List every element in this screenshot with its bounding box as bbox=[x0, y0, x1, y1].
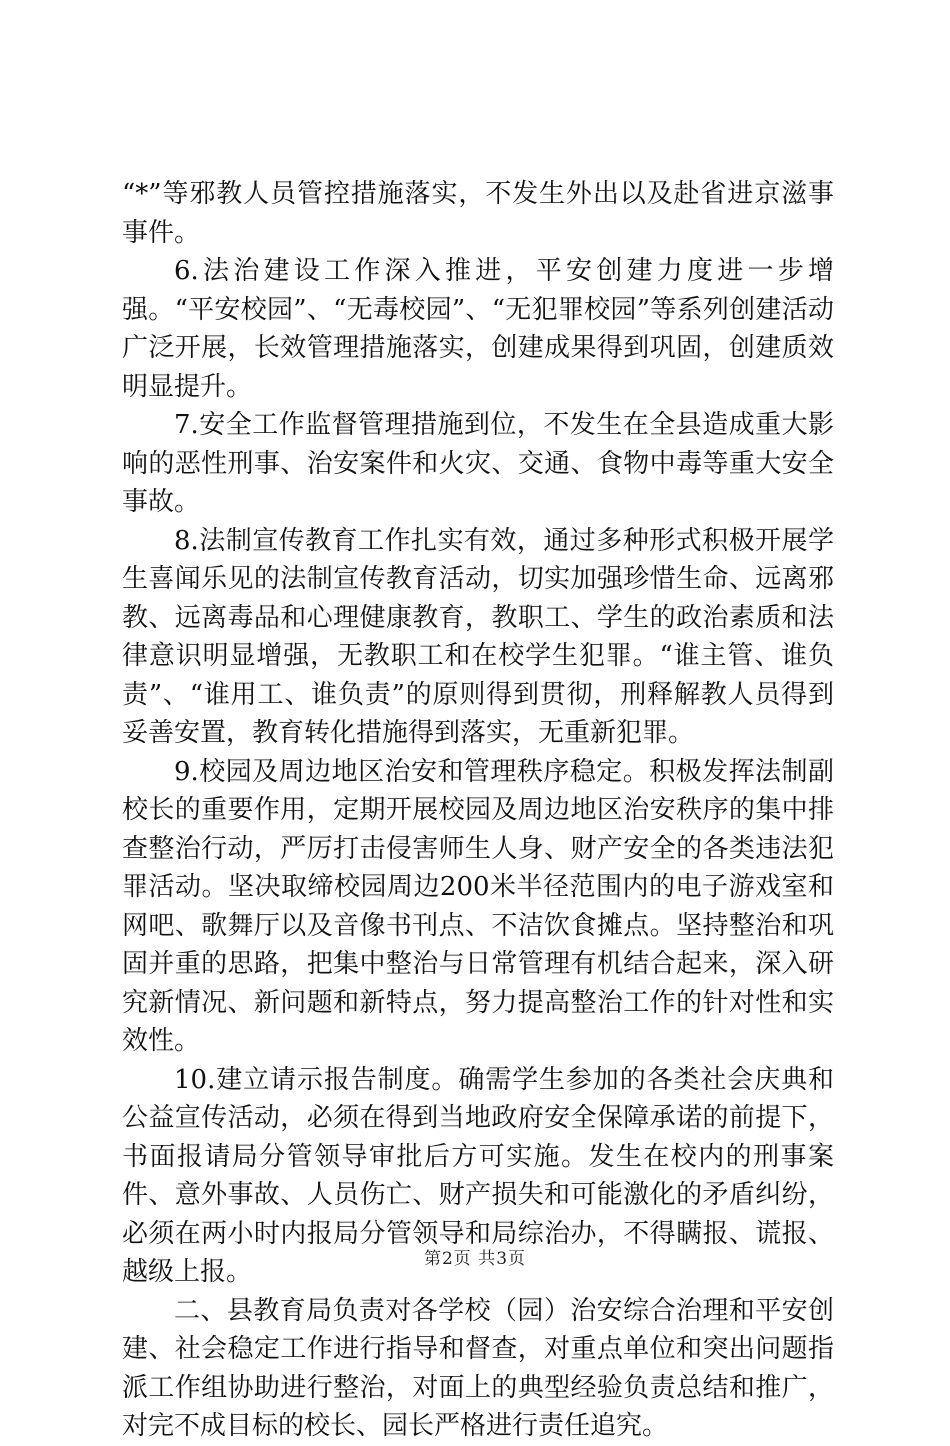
paragraph-item-9: 9.校园及周边地区治安和管理秩序稳定。积极发挥法制副校长的重要作用，定期开展校园及周边地区治安秩序的集中排查整治行动，严厉打击侵害师生人身、财产安全的各类违法犯罪活动。坚决取缔校园周边200米半径范围内的电子游戏室和网吧、歌舞厅以及音像书刊点、不洁饮食摊点。坚持整治和巩固并重的思路，把集中整治与日常管理有机结合起来，深入研究新情况、新问题和新特点，努力提高整治工作的针对性和实效性。 bbox=[122, 756, 834, 1056]
paragraph-continuation: “*”等邪教人员管控措施落实，不发生外出以及赴省进京滋事事件。 bbox=[122, 179, 834, 248]
paragraph-item-7: 7.安全工作监督管理措施到位，不发生在全县造成重大影响的恶性刑事、治安案件和火灾、交通、食物中毒等重大安全事故。 bbox=[122, 410, 834, 517]
paragraph-item-6: 6.法治建设工作深入推进，平安创建力度进一步增强。“平安校园”、“无毒校园”、“无犯罪校园”等系列创建活动广泛开展，长效管理措施落实，创建成果得到巩固，创建质效明显提升。 bbox=[122, 256, 834, 402]
paragraph-item-10: 10.建立请示报告制度。确需学生参加的各类社会庆典和公益宣传活动，必须在得到当地政府安全保障承诺的前提下，书面报请局分管领导审批后方可实施。发生在校内的刑事案件、意外事故、人员伤亡、财产损失和可能激化的矛盾纠纷，必须在两小时内报局分管领导和局综治办，不得瞒报、谎报、越级上报。 bbox=[122, 1064, 834, 1287]
page-number-footer: 第2页 共3页 bbox=[423, 1249, 527, 1269]
paragraph-section-two: 二、县教育局负责对各学校（园）治安综合治理和平安创建、社会稳定工作进行指导和督查，对重点单位和突出问题指派工作组协助进行整治，对面上的典型经验负责总结和推广，对完不成目标的校长、园长严格进行责任追究。 bbox=[122, 1295, 834, 1441]
paragraph-item-8: 8.法制宣传教育工作扎实有效，通过多种形式积极开展学生喜闻乐见的法制宣传教育活动，切实加强珍惜生命、远离邪教、远离毒品和心理健康教育，教职工、学生的政治素质和法律意识明显增强，无教职工和在校学生犯罪。“谁主管、谁负责”、“谁用工、谁负责”的原则得到贯彻，刑释解教人员得到妥善安置，教育转化措施得到落实，无重新犯罪。 bbox=[122, 525, 834, 748]
